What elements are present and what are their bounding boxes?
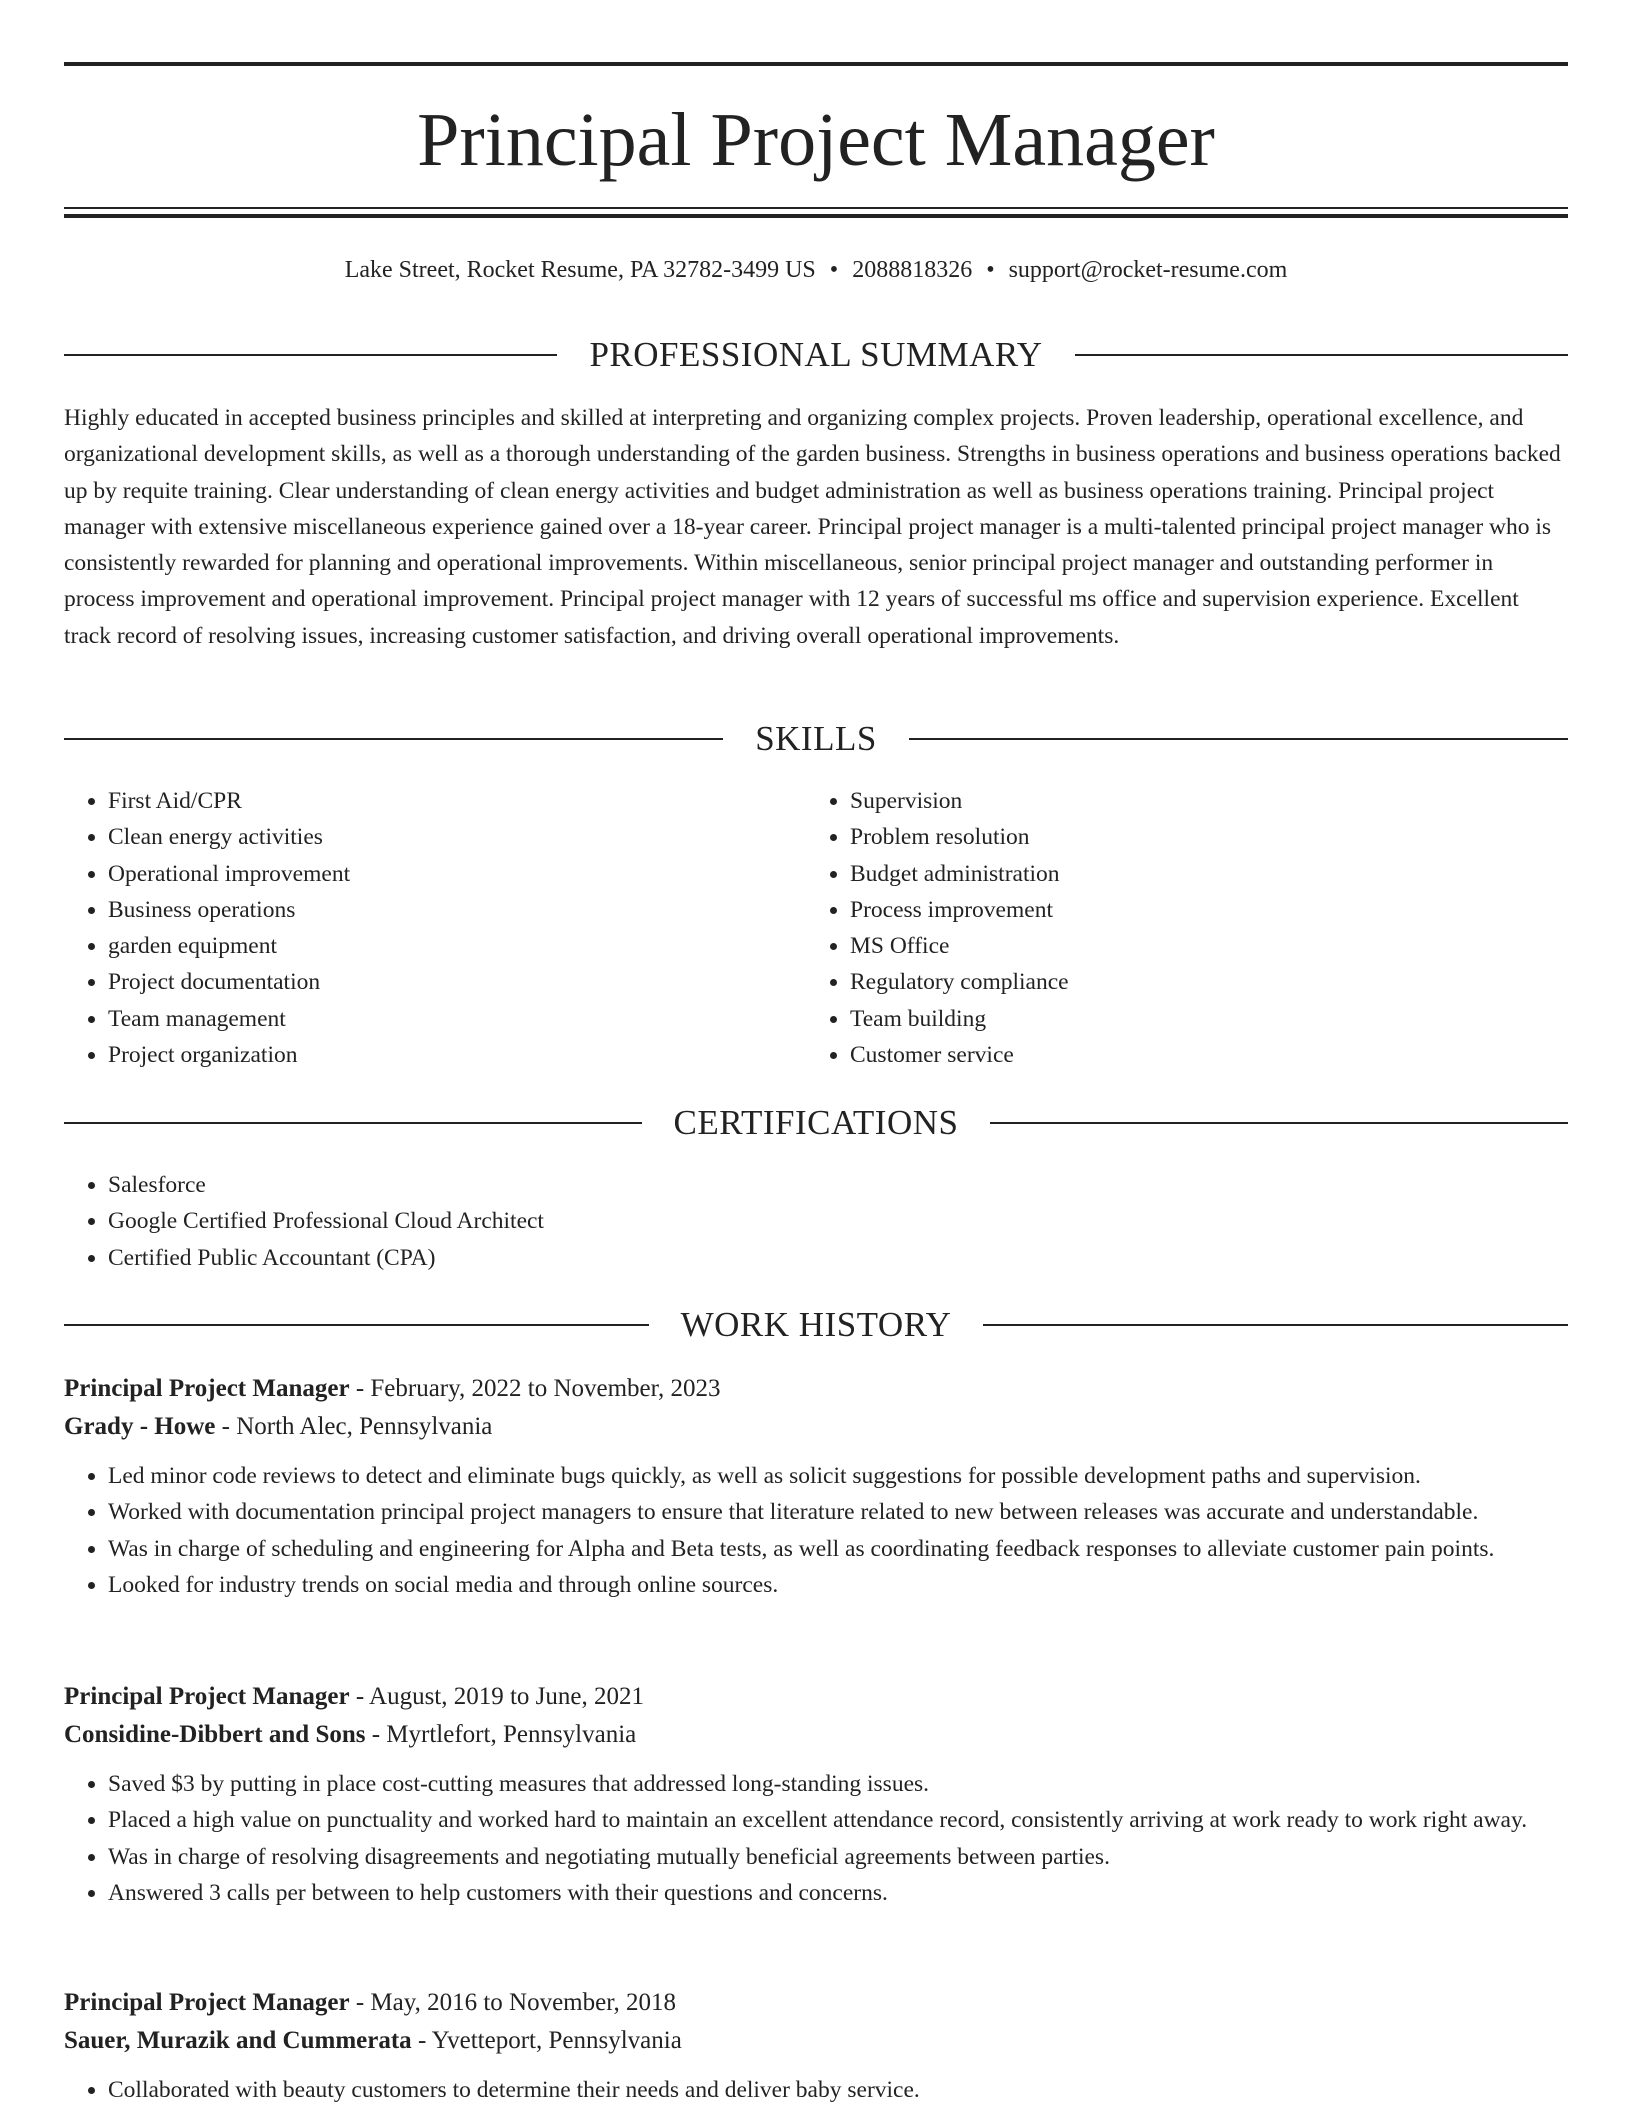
skills-column-left: [64, 783, 806, 1073]
work-history-section-heading: [64, 1305, 1568, 1345]
skill-item: • Operational improvement: [108, 856, 806, 892]
summary-text: Highly educated in accepted business principles and skilled at interpreting and organizing complex projects. Proven leadership, operational excellence, and organizational development skills, as well as a thorough understanding of the garden business. Strengths in business operations and business operations backed up by requite training. Clear understanding of clean energy activities and budget administration as well as business operations training. Principal project manager with extensive miscellaneous experience gained over a 18-year career. Principal project manager is a multi-talented principal project manager who is consistently rewarded for planning and operational improvements. Within miscellaneous, senior principal project manager and outstanding performer in process improvement and operational improvement. Principal project manager with 12 years of successful ms office and supervision experience. Excellent track record of resolving issues, increasing customer satisfaction, and driving overall operational improvements.: [64, 405, 1561, 649]
job-bullet: • Worked with documentation principal project managers to ensure that literature related to new between releases was accurate and understandable.: [108, 1494, 1568, 1530]
skill-item: • First Aid/CPR: [108, 783, 806, 819]
job-title-line: [64, 1678, 1568, 1716]
job-entry: [64, 1370, 1568, 1603]
name-underline-rule-thick: [64, 214, 1568, 218]
skill-item: • Process improvement: [850, 892, 1548, 928]
skill-item: • Project organization: [108, 1037, 806, 1073]
job-company-line: [64, 1716, 1568, 1754]
job-title: Principal Project Manager: [64, 1683, 350, 1710]
certification-item: • Google Certified Professional Cloud Architect: [108, 1203, 1568, 1239]
heading-rule: [64, 1324, 649, 1326]
job-dates: - May, 2016 to November, 2018: [349, 1989, 677, 2016]
contact-separator: •: [986, 257, 995, 283]
job-dates: - August, 2019 to June, 2021: [349, 1683, 645, 1710]
work-history-heading: WORK HISTORY: [680, 1305, 952, 1344]
top-rule: [64, 62, 1568, 66]
job-title-line: [64, 1984, 1568, 2022]
job-bullet: • Looked for industry trends on social media and through online sources.: [108, 1567, 1568, 1603]
job-title-line: [64, 1370, 1568, 1408]
job-company-line: [64, 2022, 1568, 2060]
heading-rule: [64, 738, 723, 740]
skills-heading: SKILLS: [755, 719, 877, 758]
job-entry: [64, 1678, 1568, 1911]
skills-section-heading: [64, 719, 1568, 759]
job-bullet: • Was in charge of resolving disagreements and negotiating mutually beneficial agreements between parties.: [108, 1839, 1568, 1875]
skill-item: • Problem resolution: [850, 819, 1548, 855]
skill-item: • Project documentation: [108, 964, 806, 1000]
certifications-heading: CERTIFICATIONS: [673, 1103, 959, 1142]
skill-item: • Team management: [108, 1001, 806, 1037]
skills-list: [64, 783, 1568, 1073]
summary-section-heading: [64, 335, 1568, 375]
certification-item: • Salesforce: [108, 1167, 1568, 1203]
skill-item: • Supervision: [850, 783, 1548, 819]
name-underline-rule: [64, 207, 1568, 209]
job-dates: - February, 2022 to November, 2023: [349, 1375, 721, 1402]
skill-item: • Regulatory compliance: [850, 964, 1548, 1000]
skill-item: • Team building: [850, 1001, 1548, 1037]
skill-item: • Customer service: [850, 1037, 1548, 1073]
heading-rule: [990, 1122, 1568, 1124]
heading-rule: [983, 1324, 1568, 1326]
job-bullet: • Collaborated with beauty customers to determine their needs and deliver baby service.: [108, 2072, 1568, 2108]
contact-separator: •: [829, 257, 839, 283]
certifications-section-heading: [64, 1103, 1568, 1143]
contact-email[interactable]: support@rocket-resume.com: [1008, 257, 1288, 283]
contact-address: Lake Street, Rocket Resume, PA 32782-3499 US: [344, 257, 816, 283]
heading-rule: [64, 1122, 642, 1124]
skill-item: • Business operations: [108, 892, 806, 928]
job-location: - Myrtlefort, Pennsylvania: [365, 1721, 637, 1748]
job-bullet: • Was in charge of scheduling and engineering for Alpha and Beta tests, as well as coordinating feedback responses to alleviate customer pain points.: [108, 1531, 1568, 1567]
job-company: Sauer, Murazik and Cummerata: [64, 2027, 412, 2054]
certifications-list: [64, 1167, 1568, 1276]
heading-rule: [909, 738, 1568, 740]
job-company: Grady - Howe: [64, 1413, 216, 1440]
heading-rule: [1075, 354, 1568, 356]
job-bullet: • Led minor code reviews to detect and eliminate bugs quickly, as well as solicit suggestions for possible development paths and supervision.: [108, 1458, 1568, 1494]
skill-item: • MS Office: [850, 928, 1548, 964]
skill-item: • Budget administration: [850, 856, 1548, 892]
job-bullet: • Placed a high value on punctuality and worked hard to maintain an excellent attendance record, consistently arriving at work ready to work right away.: [108, 1802, 1568, 1838]
job-bullet: • Saved $3 by putting in place cost-cutting measures that addressed long-standing issues.: [108, 1766, 1568, 1802]
skills-column-right: [806, 783, 1548, 1073]
heading-rule: [64, 354, 557, 356]
skill-item: • garden equipment: [108, 928, 806, 964]
job-bullet: • Answered 3 calls per between to help customers with their questions and concerns.: [108, 1875, 1568, 1911]
job-title: Principal Project Manager: [64, 1989, 350, 2016]
resume-name: Principal Project Manager: [417, 98, 1215, 182]
job-title: Principal Project Manager: [64, 1375, 350, 1402]
job-company: Considine-Dibbert and Sons: [64, 1721, 366, 1748]
job-location: - North Alec, Pennsylvania: [215, 1413, 493, 1440]
job-location: - Yvetteport, Pennsylvania: [411, 2027, 682, 2054]
contact-line: [64, 254, 1568, 286]
job-company-line: [64, 1408, 1568, 1446]
summary-heading: PROFESSIONAL SUMMARY: [589, 335, 1043, 374]
skill-item: • Clean energy activities: [108, 819, 806, 855]
certification-item: • Certified Public Accountant (CPA): [108, 1240, 1568, 1276]
contact-phone: 2088818326: [852, 257, 973, 283]
job-entry: [64, 1984, 1568, 2108]
